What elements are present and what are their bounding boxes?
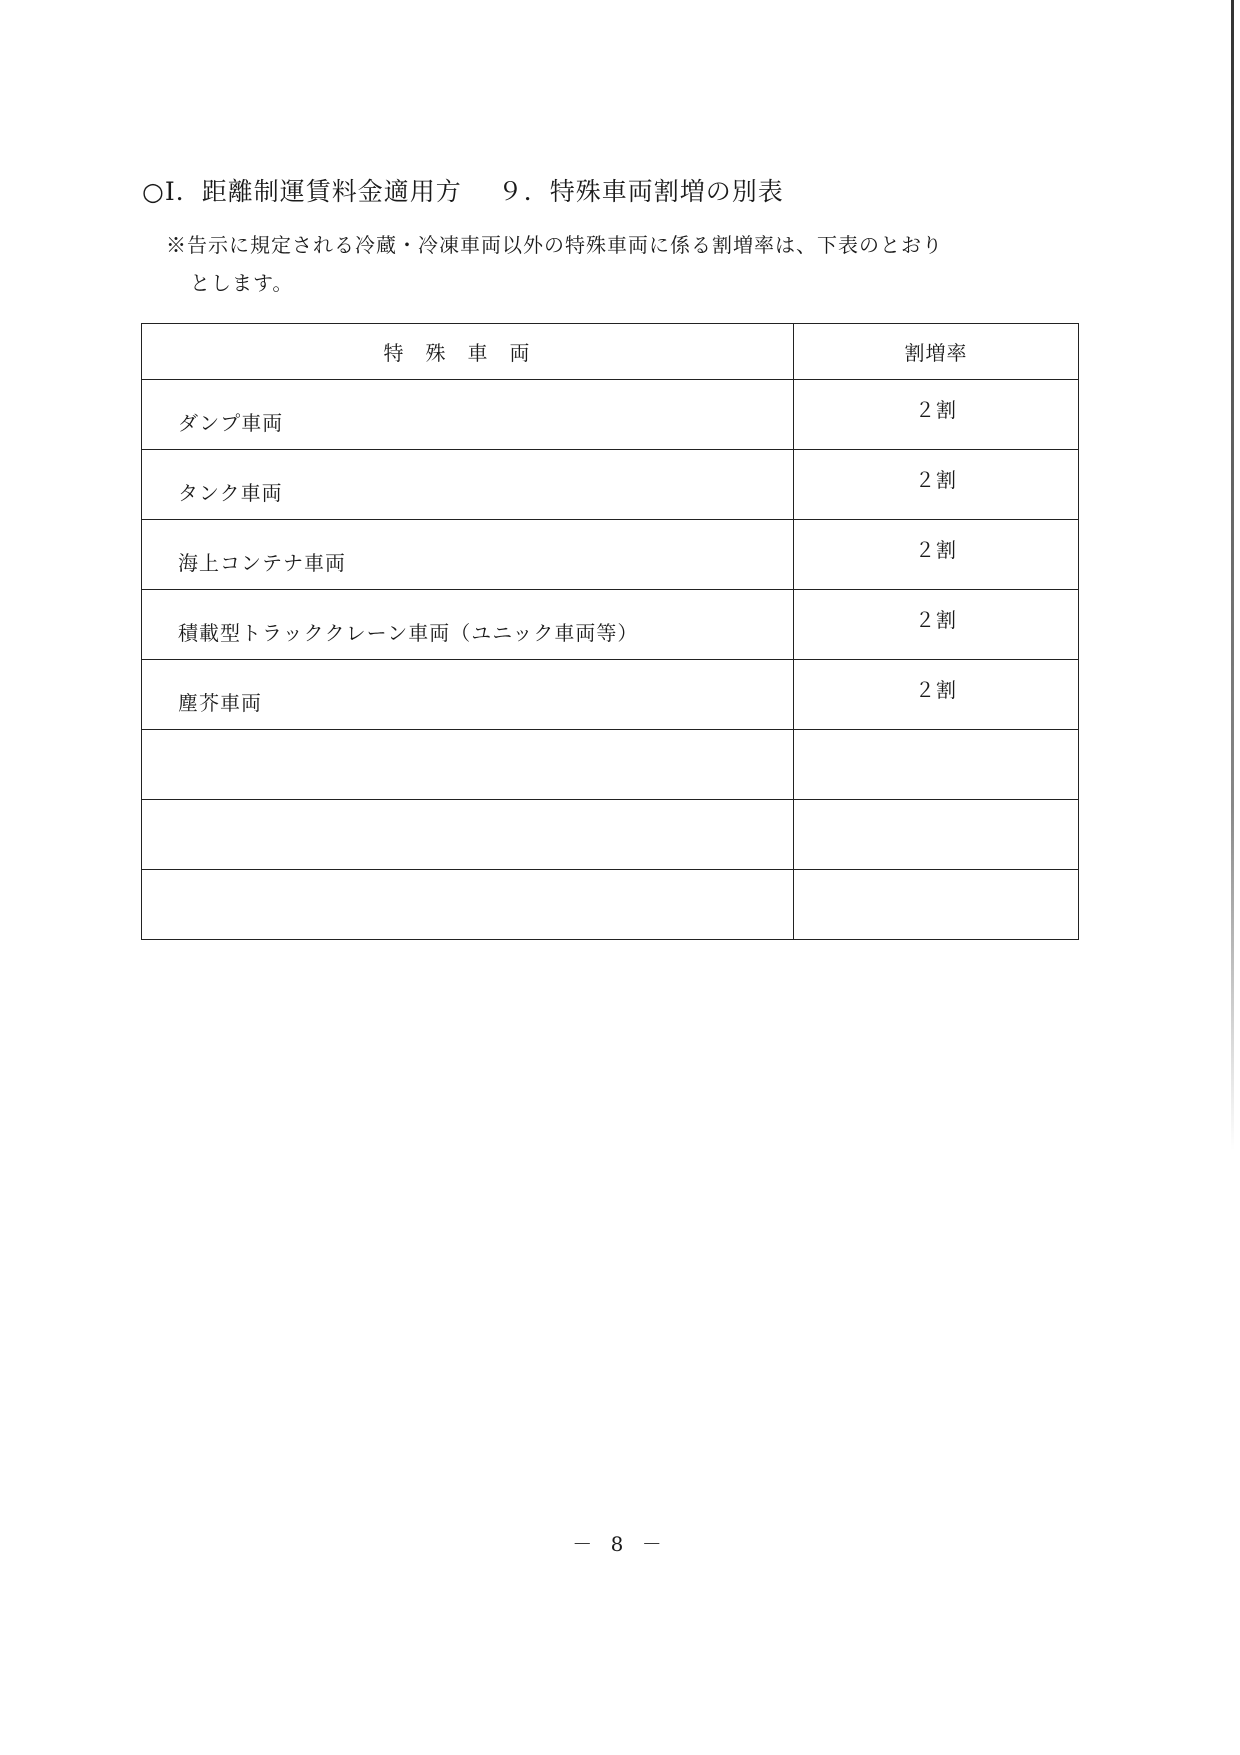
table-row bbox=[142, 520, 1079, 590]
vehicle-cell bbox=[142, 800, 794, 870]
vehicle-cell: 塵芥車両 bbox=[142, 660, 794, 730]
table-row bbox=[142, 450, 1079, 520]
rate-cell bbox=[794, 870, 1079, 940]
title-subsection: ９．特殊車両割増の別表 bbox=[497, 177, 784, 206]
note-paragraph bbox=[166, 226, 1066, 302]
table-row-empty bbox=[142, 870, 1079, 940]
rate-cell: ２割 bbox=[794, 590, 1079, 660]
vehicle-cell: ダンプ車両 bbox=[142, 380, 794, 450]
rate-cell bbox=[794, 730, 1079, 800]
table-row-empty bbox=[142, 730, 1079, 800]
header-rate: 割増率 bbox=[794, 324, 1079, 380]
vehicle-cell: タンク車両 bbox=[142, 450, 794, 520]
vehicle-cell: 海上コンテナ車両 bbox=[142, 520, 794, 590]
header-vehicle: 特殊車両 bbox=[142, 324, 794, 380]
table-row bbox=[142, 590, 1079, 660]
surcharge-table bbox=[141, 323, 1079, 940]
rate-cell: ２割 bbox=[794, 520, 1079, 590]
table-row-empty bbox=[142, 800, 1079, 870]
title-section: ○Ⅰ．距離制運賃料金適用方 bbox=[142, 177, 462, 206]
rate-cell: ２割 bbox=[794, 380, 1079, 450]
vehicle-cell: 積載型トラッククレーン車両（ユニック車両等） bbox=[142, 590, 794, 660]
page-title bbox=[142, 172, 784, 208]
note-line-1: ※告示に規定される冷蔵・冷凍車両以外の特殊車両に係る割増率は、下表のとおり bbox=[166, 233, 943, 257]
table-row bbox=[142, 380, 1079, 450]
table-row bbox=[142, 660, 1079, 730]
rate-cell: ２割 bbox=[794, 450, 1079, 520]
scan-edge bbox=[1231, 0, 1234, 1150]
rate-cell: ２割 bbox=[794, 660, 1079, 730]
vehicle-cell bbox=[142, 730, 794, 800]
page-number: － 8 － bbox=[572, 1532, 668, 1556]
table-header-row bbox=[142, 324, 1079, 380]
vehicle-cell bbox=[142, 870, 794, 940]
rate-cell bbox=[794, 800, 1079, 870]
note-line-2: とします。 bbox=[190, 271, 294, 295]
